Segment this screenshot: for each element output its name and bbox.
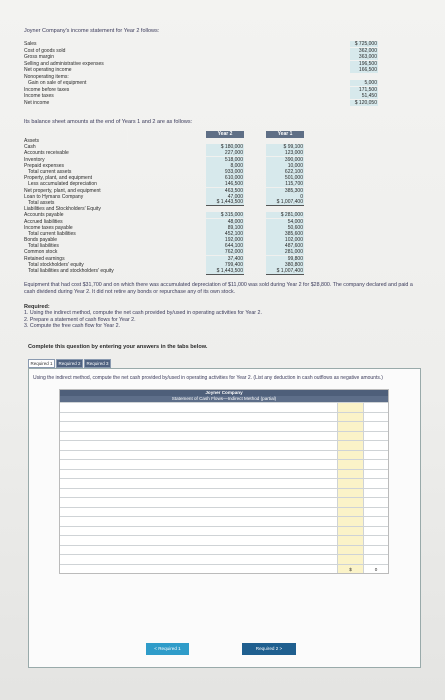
balance-sheet-y2-value: 463,500 [206, 188, 244, 194]
grid-subtitle: Statement of Cash Flows—Indirect Method (partial) [60, 396, 388, 402]
required-item: 3. Compute the free cash flow for Year 2. [24, 323, 120, 330]
tab-required-1[interactable]: Required 1 [28, 359, 55, 368]
income-statement-label: Income before taxes [24, 86, 70, 93]
balance-sheet-y2-value: $ 1,443,500 [206, 199, 244, 206]
grid-amount-cell [364, 441, 388, 450]
required-item: 1. Using the indirect method, compute the net cash provided by/used in operating activities for Year 2. [24, 310, 262, 317]
grid-amount-input[interactable] [338, 432, 364, 441]
income-statement-label: Income taxes [24, 93, 54, 100]
balance-sheet-y2-value: 644,100 [206, 243, 244, 249]
balance-sheet [24, 131, 304, 274]
income-statement-label: Gross margin [24, 54, 55, 61]
balance-sheet-y2-value: 37,400 [206, 256, 244, 262]
balance-sheet-y2-value: 47,000 [206, 194, 244, 200]
grid-total-currency: $ [338, 565, 364, 574]
balance-sheet-label: Prepaid expenses [24, 162, 65, 169]
navigation-bar [28, 643, 421, 665]
tab-required-2[interactable]: Required 2 [56, 359, 83, 368]
grid-input-row [60, 440, 388, 450]
panel-instructions: Using the indirect method, compute the net cash provided by/used in operating activities for Year 2. (List any deduction in cash outflows as negative amounts.) [33, 374, 383, 381]
balance-sheet-y2-value: 452,100 [206, 231, 244, 237]
balance-sheet-label: Total stockholders' equity [28, 261, 84, 268]
grid-amount-cell [364, 460, 388, 469]
grid-title: Joyner Company [60, 390, 388, 396]
grid-label-input[interactable] [60, 508, 338, 517]
balance-sheet-label: Total liabilities [28, 243, 59, 250]
balance-sheet-y1-value: 622,100 [266, 169, 304, 175]
grid-label-input[interactable] [60, 422, 338, 431]
grid-input-row [60, 459, 388, 469]
income-statement-value: 166,500 [350, 67, 378, 73]
grid-input-row [60, 478, 388, 488]
grid-input-row [60, 421, 388, 431]
grid-amount-cell [364, 451, 388, 460]
balance-sheet-y1-value: 501,000 [266, 175, 304, 181]
grid-amount-input[interactable] [338, 403, 364, 412]
grid-label-input[interactable] [60, 451, 338, 460]
balance-sheet-y2-value: 762,000 [206, 249, 244, 255]
income-statement-value: 5,000 [350, 80, 378, 86]
grid-amount-cell [364, 403, 388, 412]
balance-sheet-y1-value: $ 1,007,400 [266, 268, 304, 275]
balance-sheet-y1-value: 115,700 [266, 181, 304, 187]
balance-sheet-y1-value: 0 [266, 194, 304, 200]
balance-sheet-y1-value: 380,800 [266, 262, 304, 268]
grid-amount-cell [364, 536, 388, 545]
grid-amount-input[interactable] [338, 460, 364, 469]
balance-sheet-intro: Its balance sheet amounts at the end of Years 1 and 2 are as follows: [24, 119, 193, 125]
grid-amount-input[interactable] [338, 517, 364, 526]
grid-label-input[interactable] [60, 546, 338, 555]
balance-sheet-label: Total current assets [28, 169, 72, 176]
balance-sheet-y2-value: 227,000 [206, 150, 244, 156]
year2-header: Year 2 [206, 131, 244, 138]
grid-amount-input[interactable] [338, 470, 364, 479]
balance-sheet-y1-value: 385,300 [266, 188, 304, 194]
cash-flow-grid [59, 389, 389, 574]
income-statement-row [24, 100, 417, 107]
income-statement-label: Cost of goods sold [24, 47, 66, 54]
balance-sheet-y1-value: 99,800 [266, 256, 304, 262]
grid-input-row [60, 507, 388, 517]
income-statement-value: $ 725,000 [350, 41, 378, 47]
grid-total-value: 0 [364, 565, 388, 574]
grid-label-input[interactable] [60, 470, 338, 479]
grid-input-row [60, 516, 388, 526]
balance-sheet-label: Property, plant, and equipment [24, 175, 93, 182]
prev-button[interactable]: < Required 1 [146, 643, 189, 655]
grid-amount-cell [364, 413, 388, 422]
grid-label-input[interactable] [60, 527, 338, 536]
grid-amount-cell [364, 527, 388, 536]
grid-amount-cell [364, 479, 388, 488]
grid-amount-input[interactable] [338, 536, 364, 545]
grid-amount-cell [364, 508, 388, 517]
grid-amount-cell [364, 470, 388, 479]
income-statement-label: Gain on sale of equipment [28, 80, 87, 87]
balance-sheet-y2-value: $ 180,000 [206, 144, 244, 150]
income-statement-value: 171,500 [350, 87, 378, 93]
grid-amount-input[interactable] [338, 527, 364, 536]
grid-amount-cell [364, 489, 388, 498]
grid-amount-input[interactable] [338, 546, 364, 555]
income-statement [24, 41, 417, 106]
grid-input-row [60, 431, 388, 441]
grid-label-input[interactable] [60, 489, 338, 498]
balance-sheet-label: Net property, plant, and equipment [24, 187, 101, 194]
balance-sheet-y1-value: 10,000 [266, 163, 304, 169]
balance-sheet-y2-value: 146,500 [206, 181, 244, 187]
balance-sheet-y1-value: $ 1,007,400 [266, 199, 304, 206]
balance-sheet-label: Liabilities and Stockholders' Equity [24, 206, 101, 213]
complete-instructions: Complete this question by entering your answers in the tabs below. [28, 343, 208, 350]
income-statement-value: 363,000 [350, 54, 378, 60]
balance-sheet-y2-value: 518,000 [206, 157, 244, 163]
grid-amount-cell [364, 432, 388, 441]
balance-sheet-label: Bonds payable [24, 237, 58, 244]
grid-label-input[interactable] [60, 403, 338, 412]
grid-label-input[interactable] [60, 432, 338, 441]
balance-sheet-y1-value: 50,600 [266, 225, 304, 231]
grid-label-input[interactable] [60, 479, 338, 488]
balance-sheet-y1-value: 102,000 [266, 237, 304, 243]
grid-input-row [60, 469, 388, 479]
balance-sheet-y1-value: 123,000 [266, 150, 304, 156]
balance-sheet-y1-value: $ 281,000 [266, 212, 304, 218]
balance-sheet-y1-value: 281,000 [266, 249, 304, 255]
tab-bar [28, 359, 417, 368]
narrative: Equipment that had cost $31,700 and on which there was accumulated depreciation of $11,000 was sold during Year 2 for $28,800. The company declared and paid a cash dividend during Year 2. It did not retire any bonds or repurchase any of its own stock. [24, 282, 413, 296]
income-statement-label: Selling and administrative expenses [24, 60, 104, 67]
balance-sheet-y2-value: $ 1,443,500 [206, 268, 244, 275]
grid-label-input[interactable] [60, 498, 338, 507]
balance-sheet-y2-value: 192,000 [206, 237, 244, 243]
question-intro: Joyner Company's income statement for Year 2 follows: [24, 28, 160, 34]
balance-sheet-y1-value: 385,600 [266, 231, 304, 237]
income-statement-value: 51,450 [350, 93, 378, 99]
balance-sheet-label: Assets [24, 138, 40, 145]
grid-amount-cell [364, 422, 388, 431]
balance-sheet-header [24, 131, 304, 138]
grid-input-row [60, 488, 388, 498]
balance-sheet-y2-value: 799,400 [206, 262, 244, 268]
grid-input-row [60, 554, 388, 564]
balance-sheet-y2-value: 8,000 [206, 163, 244, 169]
balance-sheet-y2-value: $ 315,000 [206, 212, 244, 218]
income-statement-label: Nonoperating items: [24, 73, 69, 80]
grid-amount-cell [364, 517, 388, 526]
required-item: 2. Prepare a statement of cash flows for Year 2. [24, 316, 136, 323]
balance-sheet-label: Accounts receivable [24, 150, 69, 157]
next-button[interactable]: Required 2 > [242, 643, 296, 655]
grid-label-input[interactable] [60, 460, 338, 469]
required-list [24, 310, 417, 330]
grid-amount-input[interactable] [338, 479, 364, 488]
grid-input-row [60, 450, 388, 460]
grid-amount-input[interactable] [338, 441, 364, 450]
grid-amount-input[interactable] [338, 422, 364, 431]
balance-sheet-row [24, 268, 304, 274]
balance-sheet-y1-value: $ 99,100 [266, 144, 304, 150]
grid-amount-input[interactable] [338, 555, 364, 564]
income-statement-value: 196,500 [350, 61, 378, 67]
grid-amount-input[interactable] [338, 498, 364, 507]
balance-sheet-y1-value: 390,000 [266, 157, 304, 163]
balance-sheet-y1-value: 487,600 [266, 243, 304, 249]
grid-amount-input[interactable] [338, 451, 364, 460]
balance-sheet-label: Cash [24, 144, 36, 151]
balance-sheet-label: Accounts payable [24, 212, 64, 219]
balance-sheet-label: Less accumulated depreciation [28, 181, 97, 188]
balance-sheet-label: Total assets [28, 199, 55, 206]
grid-label-input[interactable] [60, 555, 338, 564]
grid-amount-input[interactable] [338, 489, 364, 498]
grid-total-label [60, 565, 338, 574]
grid-amount-cell [364, 546, 388, 555]
grid-label-input[interactable] [60, 517, 338, 526]
balance-sheet-y2-value: 89,100 [206, 225, 244, 231]
balance-sheet-label: Total liabilities and stockholders' equity [28, 268, 114, 275]
income-statement-value: 362,000 [350, 48, 378, 54]
grid-amount-input[interactable] [338, 508, 364, 517]
balance-sheet-y2-value: 610,000 [206, 175, 244, 181]
grid-input-row [60, 545, 388, 555]
income-statement-label: Net operating income [24, 67, 72, 74]
income-statement-value: $ 120,050 [350, 100, 378, 106]
grid-label-input[interactable] [60, 413, 338, 422]
grid-amount-input[interactable] [338, 413, 364, 422]
grid-input-row [60, 535, 388, 545]
tab-required-3[interactable]: Required 3 [84, 359, 111, 368]
balance-sheet-label: Common stock [24, 249, 58, 256]
grid-label-input[interactable] [60, 536, 338, 545]
balance-sheet-label: Total current liabilities [28, 230, 76, 237]
grid-amount-cell [364, 498, 388, 507]
required-title: Required: [24, 304, 50, 311]
grid-input-row [60, 526, 388, 536]
grid-amount-cell [364, 555, 388, 564]
grid-label-input[interactable] [60, 441, 338, 450]
balance-sheet-label: Retained earnings [24, 255, 65, 262]
balance-sheet-y2-value: 48,000 [206, 219, 244, 225]
grid-total-row [60, 564, 388, 574]
balance-sheet-label: Loan to Hymans Company [24, 193, 84, 200]
grid-input-row [60, 402, 388, 412]
balance-sheet-label: Income taxes payable [24, 224, 73, 231]
year1-header: Year 1 [266, 131, 304, 138]
balance-sheet-y2-value: 933,000 [206, 169, 244, 175]
balance-sheet-label: Accrued liabilities [24, 218, 63, 225]
income-statement-label: Net income [24, 99, 50, 106]
grid-input-row [60, 412, 388, 422]
grid-input-row [60, 497, 388, 507]
balance-sheet-label: Inventory [24, 156, 45, 163]
answer-panel [28, 368, 421, 668]
balance-sheet-y1-value: 54,000 [266, 219, 304, 225]
income-statement-label: Sales [24, 41, 37, 48]
